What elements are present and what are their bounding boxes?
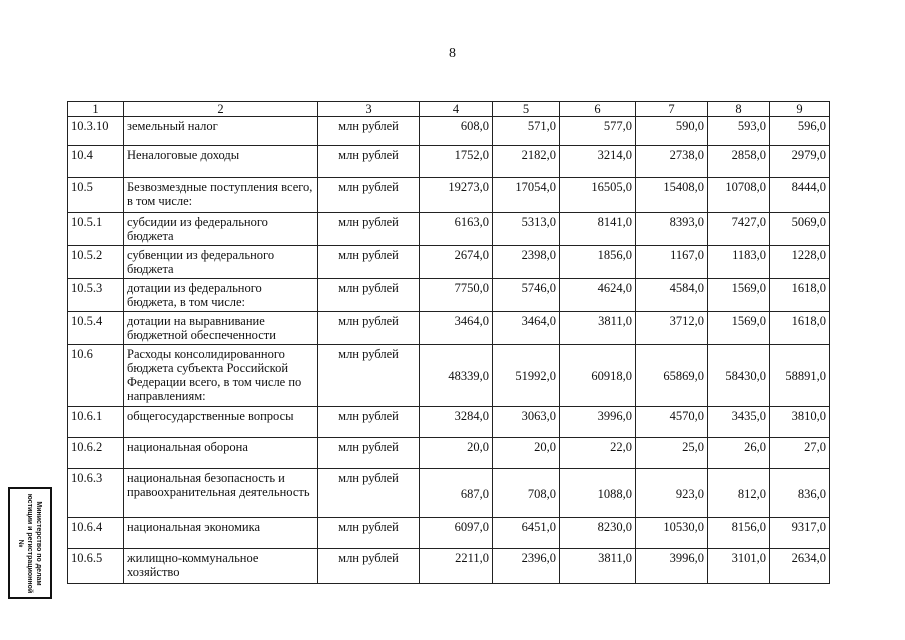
- budget-table: [67, 101, 830, 584]
- row-value-cell: 7750,0: [420, 279, 493, 312]
- header-cell: 3: [318, 102, 420, 117]
- row-value-cell: 812,0: [708, 469, 770, 518]
- row-name-cell: национальная оборона: [124, 438, 318, 469]
- row-value-cell: 2211,0: [420, 549, 493, 584]
- row-name-cell: Безвозмездные поступления всего, в том числе:: [124, 178, 318, 213]
- table-row: [68, 438, 830, 469]
- row-value-cell: 27,0: [770, 438, 830, 469]
- row-value-cell: 708,0: [493, 469, 560, 518]
- row-value-cell: 3464,0: [493, 312, 560, 345]
- row-value-cell: 3811,0: [560, 549, 636, 584]
- row-unit-cell: млн рублей: [318, 213, 420, 246]
- table-row: [68, 345, 830, 407]
- page-number: 8: [449, 46, 456, 61]
- row-value-cell: 3712,0: [636, 312, 708, 345]
- row-value-cell: 6163,0: [420, 213, 493, 246]
- row-name-cell: Неналоговые доходы: [124, 146, 318, 178]
- row-value-cell: 596,0: [770, 117, 830, 146]
- row-value-cell: 1167,0: [636, 246, 708, 279]
- row-name-cell: земельный налог: [124, 117, 318, 146]
- table-row: [68, 549, 830, 584]
- row-unit-cell: млн рублей: [318, 178, 420, 213]
- row-value-cell: 58430,0: [708, 345, 770, 407]
- row-code-cell: 10.5.2: [68, 246, 124, 279]
- row-value-cell: 3284,0: [420, 407, 493, 438]
- row-value-cell: 16505,0: [560, 178, 636, 213]
- row-name-cell: жилищно-коммунальное хозяйство: [124, 549, 318, 584]
- row-code-cell: 10.5.1: [68, 213, 124, 246]
- row-value-cell: 26,0: [708, 438, 770, 469]
- row-code-cell: 10.3.10: [68, 117, 124, 146]
- row-value-cell: 6451,0: [493, 518, 560, 549]
- row-code-cell: 10.5: [68, 178, 124, 213]
- row-value-cell: 8156,0: [708, 518, 770, 549]
- row-value-cell: 4584,0: [636, 279, 708, 312]
- row-value-cell: 5746,0: [493, 279, 560, 312]
- row-value-cell: 2398,0: [493, 246, 560, 279]
- row-value-cell: 1569,0: [708, 312, 770, 345]
- row-unit-cell: млн рублей: [318, 312, 420, 345]
- row-code-cell: 10.6.4: [68, 518, 124, 549]
- header-cell: 5: [493, 102, 560, 117]
- row-name-cell: национальная безопасность и правоохранительная деятельность: [124, 469, 318, 518]
- row-value-cell: 60918,0: [560, 345, 636, 407]
- row-name-cell: субвенции из федерального бюджета: [124, 246, 318, 279]
- table-row: [68, 518, 830, 549]
- table-row: [68, 178, 830, 213]
- row-value-cell: 22,0: [560, 438, 636, 469]
- row-code-cell: 10.4: [68, 146, 124, 178]
- row-name-cell: национальная экономика: [124, 518, 318, 549]
- row-value-cell: 9317,0: [770, 518, 830, 549]
- table-row: [68, 146, 830, 178]
- row-value-cell: 836,0: [770, 469, 830, 518]
- row-value-cell: 2674,0: [420, 246, 493, 279]
- row-value-cell: 20,0: [493, 438, 560, 469]
- row-value-cell: 590,0: [636, 117, 708, 146]
- table-header-row: [68, 102, 830, 117]
- header-cell: 7: [636, 102, 708, 117]
- row-value-cell: 3996,0: [560, 407, 636, 438]
- row-unit-cell: млн рублей: [318, 345, 420, 407]
- row-value-cell: 3101,0: [708, 549, 770, 584]
- row-value-cell: 7427,0: [708, 213, 770, 246]
- row-value-cell: 15408,0: [636, 178, 708, 213]
- row-value-cell: 3063,0: [493, 407, 560, 438]
- row-value-cell: 48339,0: [420, 345, 493, 407]
- row-unit-cell: млн рублей: [318, 469, 420, 518]
- row-value-cell: 2858,0: [708, 146, 770, 178]
- row-name-cell: Расходы консолидированного бюджета субъекта Российской Федерации всего, в том числе по направлениям:: [124, 345, 318, 407]
- row-value-cell: 1752,0: [420, 146, 493, 178]
- row-unit-cell: млн рублей: [318, 518, 420, 549]
- row-value-cell: 58891,0: [770, 345, 830, 407]
- row-value-cell: 1183,0: [708, 246, 770, 279]
- row-unit-cell: млн рублей: [318, 279, 420, 312]
- row-value-cell: 1569,0: [708, 279, 770, 312]
- table-row: [68, 407, 830, 438]
- row-code-cell: 10.5.3: [68, 279, 124, 312]
- header-cell: 6: [560, 102, 636, 117]
- table-row: [68, 213, 830, 246]
- row-value-cell: 1856,0: [560, 246, 636, 279]
- row-unit-cell: млн рублей: [318, 438, 420, 469]
- row-value-cell: 1618,0: [770, 312, 830, 345]
- row-value-cell: 8141,0: [560, 213, 636, 246]
- row-value-cell: 20,0: [420, 438, 493, 469]
- stamp-line: Министерство по делам: [35, 500, 43, 586]
- row-value-cell: 17054,0: [493, 178, 560, 213]
- header-cell: 4: [420, 102, 493, 117]
- row-unit-cell: млн рублей: [318, 549, 420, 584]
- row-value-cell: 19273,0: [420, 178, 493, 213]
- row-unit-cell: млн рублей: [318, 146, 420, 178]
- row-name-cell: субсидии из федерального бюджета: [124, 213, 318, 246]
- row-value-cell: 3996,0: [636, 549, 708, 584]
- row-value-cell: 4570,0: [636, 407, 708, 438]
- row-value-cell: 3811,0: [560, 312, 636, 345]
- row-code-cell: 10.6.1: [68, 407, 124, 438]
- row-value-cell: 923,0: [636, 469, 708, 518]
- row-name-cell: дотации на выравнивание бюджетной обеспеченности: [124, 312, 318, 345]
- row-value-cell: 1228,0: [770, 246, 830, 279]
- row-value-cell: 571,0: [493, 117, 560, 146]
- row-unit-cell: млн рублей: [318, 117, 420, 146]
- table-row: [68, 279, 830, 312]
- row-value-cell: 3810,0: [770, 407, 830, 438]
- header-cell: 9: [770, 102, 830, 117]
- row-value-cell: 608,0: [420, 117, 493, 146]
- row-value-cell: 577,0: [560, 117, 636, 146]
- row-code-cell: 10.5.4: [68, 312, 124, 345]
- row-value-cell: 8444,0: [770, 178, 830, 213]
- row-value-cell: 2979,0: [770, 146, 830, 178]
- stamp-line: №: [17, 539, 25, 547]
- row-unit-cell: млн рублей: [318, 407, 420, 438]
- row-value-cell: 3214,0: [560, 146, 636, 178]
- row-value-cell: 5313,0: [493, 213, 560, 246]
- row-value-cell: 6097,0: [420, 518, 493, 549]
- row-code-cell: 10.6: [68, 345, 124, 407]
- row-value-cell: 593,0: [708, 117, 770, 146]
- row-code-cell: 10.6.2: [68, 438, 124, 469]
- row-value-cell: 687,0: [420, 469, 493, 518]
- row-value-cell: 10708,0: [708, 178, 770, 213]
- row-value-cell: 2634,0: [770, 549, 830, 584]
- header-cell: 8: [708, 102, 770, 117]
- registration-stamp: [8, 487, 52, 599]
- row-value-cell: 25,0: [636, 438, 708, 469]
- table-row: [68, 246, 830, 279]
- row-code-cell: 10.6.5: [68, 549, 124, 584]
- row-value-cell: 10530,0: [636, 518, 708, 549]
- row-value-cell: 65869,0: [636, 345, 708, 407]
- row-value-cell: 1618,0: [770, 279, 830, 312]
- row-value-cell: 2396,0: [493, 549, 560, 584]
- row-value-cell: 3464,0: [420, 312, 493, 345]
- row-value-cell: 4624,0: [560, 279, 636, 312]
- table-row: [68, 117, 830, 146]
- row-value-cell: 1088,0: [560, 469, 636, 518]
- header-cell: 1: [68, 102, 124, 117]
- row-value-cell: 2182,0: [493, 146, 560, 178]
- row-code-cell: 10.6.3: [68, 469, 124, 518]
- table-row: [68, 312, 830, 345]
- row-unit-cell: млн рублей: [318, 246, 420, 279]
- table-row: [68, 469, 830, 518]
- row-value-cell: 51992,0: [493, 345, 560, 407]
- header-cell: 2: [124, 102, 318, 117]
- row-value-cell: 8393,0: [636, 213, 708, 246]
- row-value-cell: 5069,0: [770, 213, 830, 246]
- row-value-cell: 2738,0: [636, 146, 708, 178]
- row-name-cell: общегосударственные вопросы: [124, 407, 318, 438]
- row-value-cell: 8230,0: [560, 518, 636, 549]
- stamp-line: юстиции и регистрационной: [26, 493, 34, 593]
- row-value-cell: 3435,0: [708, 407, 770, 438]
- row-name-cell: дотации из федерального бюджета, в том числе:: [124, 279, 318, 312]
